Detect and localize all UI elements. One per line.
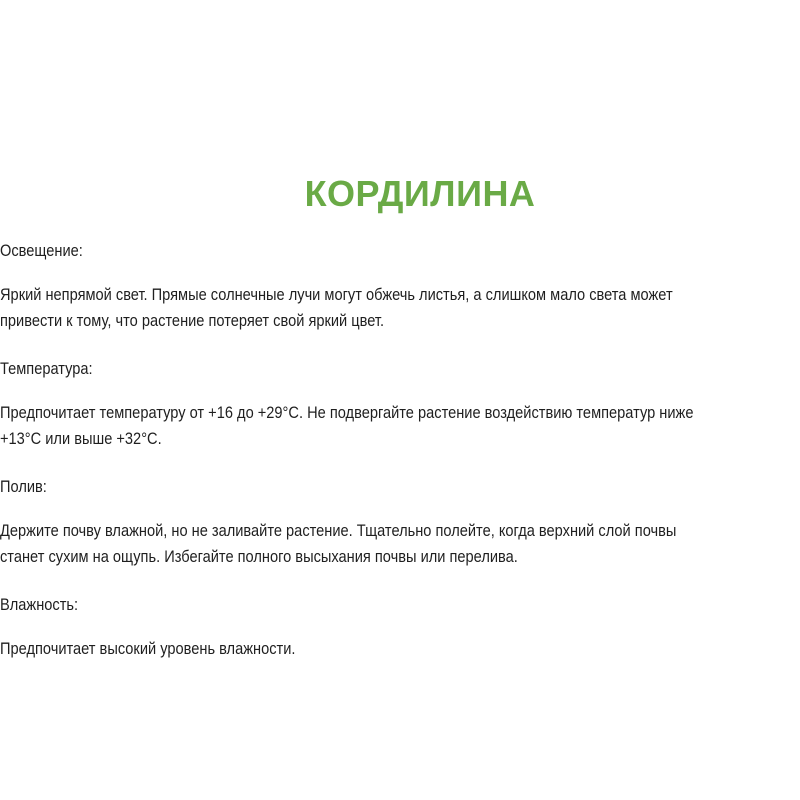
heading-text: Освещение: bbox=[0, 241, 83, 260]
text-line: Предпочитает температуру от +16 до +29°С. Не подвергайте растение воздействию температур ниже bbox=[0, 403, 694, 422]
section-humidity bbox=[0, 592, 800, 662]
section-heading bbox=[0, 592, 800, 618]
section-temperature bbox=[0, 356, 800, 452]
section-watering bbox=[0, 474, 800, 570]
text-line: станет сухим на ощупь. Избегайте полного высыхания почвы или перелива. bbox=[0, 547, 518, 566]
section-lighting bbox=[0, 238, 800, 334]
section-heading bbox=[0, 238, 800, 264]
plant-title: КОРДИЛИНА bbox=[304, 173, 536, 214]
heading-text: Температура: bbox=[0, 359, 93, 378]
text-line: Держите почву влажной, но не заливайте растение. Тщательно полейте, когда верхний слой почвы bbox=[0, 521, 677, 540]
heading-text: Влажность: bbox=[0, 595, 79, 614]
section-text bbox=[0, 282, 800, 334]
section-heading bbox=[0, 474, 800, 500]
text-line: Предпочитает высокий уровень влажности. bbox=[0, 639, 296, 658]
section-text bbox=[0, 518, 800, 570]
care-content bbox=[0, 238, 800, 684]
section-text bbox=[0, 636, 800, 662]
text-line: Яркий непрямой свет. Прямые солнечные лучи могут обжечь листья, а слишком мало света может bbox=[0, 285, 673, 304]
section-text bbox=[0, 400, 800, 452]
section-heading bbox=[0, 356, 800, 382]
text-line: привести к тому, что растение потеряет свой яркий цвет. bbox=[0, 311, 385, 330]
text-line: +13°С или выше +32°С. bbox=[0, 429, 162, 448]
heading-text: Полив: bbox=[0, 477, 47, 496]
